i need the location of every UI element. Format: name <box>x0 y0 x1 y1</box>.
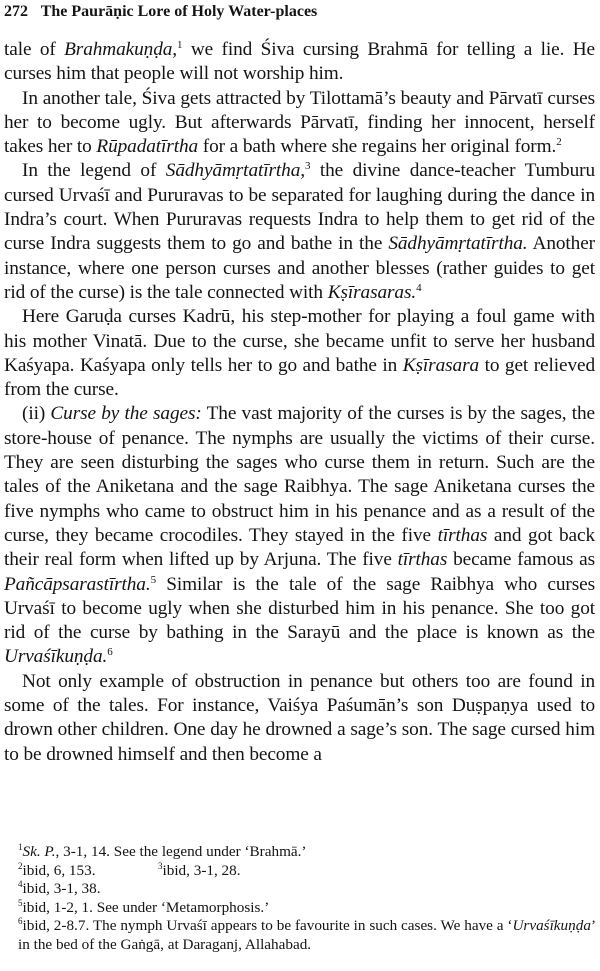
italic-text: Kṣīrasaras. <box>327 281 417 303</box>
footnote-marker: 4 <box>416 281 422 294</box>
text-run: , 3-1, 14. See the legend under ‘Brahmā.’ <box>55 843 307 860</box>
italic-text: Kṣīrasara <box>402 354 480 376</box>
italic-text: tīrthas <box>437 524 488 546</box>
footnote <box>4 917 596 954</box>
italic-text: Sādhyāmṛtatīrtha. <box>388 233 528 255</box>
footnote-marker: 5 <box>150 573 156 586</box>
text-run: In another tale, Śiva gets attracted by Tilottamā’s beauty and Pārvatī curses her to become ugly. But afterwards Pārvatī, finding her innocent, herself takes her to <box>4 87 595 158</box>
italic-text: Sādhyāmṛtatīrtha, <box>165 160 305 182</box>
text-run: tale of <box>4 39 65 60</box>
text-run: ’ in the bed of the Gaṅgā, at Daraganj, Allahabad. <box>18 917 596 953</box>
footnote <box>4 899 596 918</box>
paragraph <box>4 670 595 767</box>
footnote-marker: 6 <box>107 646 113 659</box>
text-run: ibid, 3-1, 38. <box>22 880 101 898</box>
footnote-marker: 1 <box>18 842 23 852</box>
italic-text: Brahmakuṇḍa, <box>64 39 177 60</box>
italic-text: Rūpadatīrtha <box>96 136 199 158</box>
paragraph <box>4 159 595 305</box>
text-run: In the legend of <box>22 160 166 182</box>
italic-text: Urvaśīkuṇḍa <box>512 917 591 935</box>
italic-text: Sk. P. <box>22 843 56 860</box>
italic-text: Curse by the sages: <box>50 403 202 425</box>
footnote-marker: 3 <box>304 160 311 173</box>
running-header <box>4 0 596 26</box>
footnote-entry <box>158 862 298 881</box>
text-run: The vast majority of the curses is by the sages, the store-house of penance. The nymphs are usually the victims of their curse. They are seen disturbing the sages who curse them in return. Such are the tales of the Aniketana and the sage Raibhya. The sage Aniketana curses the five nymphs who came to obstruct him in his penance and as a result of the curse, they became crocodiles. They stayed in the five <box>4 403 595 546</box>
text-run: Not only example of obstruction in penance but others too are found in some of the tales. For instance, Vaiśya Paśumān’s son Duṣpaṇya used to drown other children. One day he drowned a sage’s son. The sage cursed him to be drowned himself and then become a <box>4 670 595 765</box>
italic-text: tīrthas <box>397 549 448 571</box>
italic-text: Pañcāpsarastīrtha. <box>4 573 151 595</box>
footnote-marker: 3 <box>158 860 163 871</box>
footnote-marker: 5 <box>18 897 23 908</box>
footnote-entry <box>18 862 158 881</box>
footnote-marker: 6 <box>18 916 23 927</box>
text-run: and got back their real form when lifted up by Arjuna. The five <box>4 524 595 571</box>
main-text <box>4 38 595 767</box>
page-number: 272 <box>4 3 28 20</box>
footnote <box>4 880 596 899</box>
paragraph <box>4 87 595 160</box>
footnote <box>4 843 596 862</box>
text-run: (ii) <box>22 403 51 425</box>
text-run: we find Śiva cursing Brahmā for telling a lie. He curses him that people will not worship him. <box>4 39 596 85</box>
footnote-marker: 1 <box>177 39 183 51</box>
italic-text: Urvaśīkuṇḍa. <box>4 646 108 668</box>
text-run: to get relieved from the curse. <box>4 354 595 401</box>
footnote-marker: 2 <box>556 136 562 149</box>
text-run: ibid, 1-2, 1. See under ‘Metamorphosis.’ <box>22 898 270 916</box>
paragraph <box>4 305 595 402</box>
text-run: ibid, 2-8.7. The nymph Urvaśī appears to be favourite in such cases. We have a ‘ <box>22 917 513 935</box>
text-run: Similar is the tale of the sage Raibhya who curses Urvaśī to become ugly when she disturbed him in his penance. She too got rid of the curse by bathing in the Sarayū and the place is known as the <box>4 573 595 644</box>
text-run: the divine dance-teacher Tumburu cursed Urvaśī and Pururavas to be separated for laughing during the dance in Indra’s court. When Pururavas requests Indra to help them to get rid of the curse Indra suggests them to go and bathe in the <box>4 160 595 255</box>
text-run: became famous as <box>447 549 595 571</box>
footnote-marker: 2 <box>18 860 23 871</box>
footnotes <box>4 843 596 955</box>
running-title: The Paurāṇic Lore of Holy Water-places <box>40 3 318 20</box>
text-run: ibid, 6, 153. <box>22 861 96 879</box>
text-run: Here Garuḍa curses Kadrū, his step-mother for playing a foul game with his mother Vinatā. Due to the curse, she became unfit to serve her husband Kaśyapa. Kaśyapa only tells her to go and bathe in <box>4 306 595 376</box>
text-run: Another instance, where one person curses and another blesses (rather guides to get rid of the curse) is the tale connected with <box>4 233 595 303</box>
paragraph <box>4 38 595 87</box>
paragraph <box>4 402 595 669</box>
text-run: for a bath where she regains her original form. <box>198 136 557 158</box>
text-run: ibid, 3-1, 28. <box>162 861 241 879</box>
footnote-marker: 4 <box>18 879 23 890</box>
footnote <box>4 862 596 881</box>
